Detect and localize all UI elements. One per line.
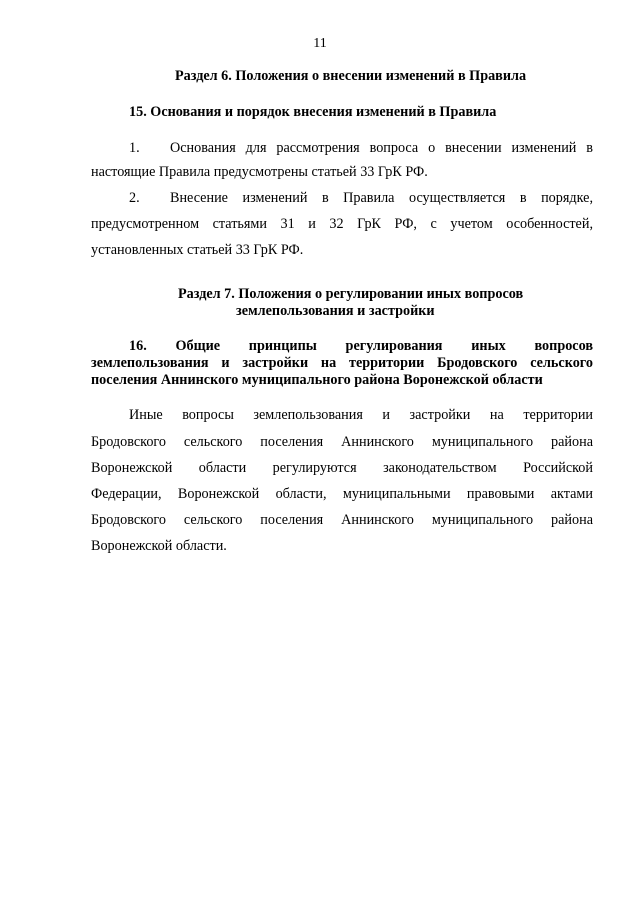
subsection-16-line-1: 16. Общие принципы регулирования иных вопросов: [129, 338, 593, 354]
section-7-title-line-2: землепользования и застройки: [236, 303, 435, 319]
section-6-title: Раздел 6. Положения о внесении изменений в Правила: [175, 68, 527, 84]
item-1-first-line: Основания для рассмотрения вопроса о внесении изменений в: [170, 140, 593, 156]
page-number: 11: [313, 36, 327, 51]
paragraph-line: Бродовского сельского поселения Аннинского муниципального района: [91, 434, 593, 450]
paragraph-line: Воронежской области регулируются законодательством Российской: [91, 460, 593, 476]
item-2-line: установленных статьей 33 ГрК РФ.: [91, 242, 304, 258]
subsection-16-line-2: землепользования и застройки на территории Бродовского сельского: [91, 355, 593, 371]
subsection-15-title: 15. Основания и порядок внесения изменений в Правила: [129, 104, 497, 120]
subsection-16-line-3: поселения Аннинского муниципального района Воронежской области: [91, 372, 543, 388]
item-1-number: 1.: [129, 140, 140, 156]
paragraph-line: Иные вопросы землепользования и застройки на территории: [129, 407, 593, 423]
item-2-first-line: Внесение изменений в Правила осуществляется в порядке,: [170, 190, 593, 206]
item-2-number: 2.: [129, 190, 140, 206]
item-1-line: настоящие Правила предусмотрены статьей 33 ГрК РФ.: [91, 164, 428, 180]
paragraph-line: Федерации, Воронежской области, муниципальными правовыми актами: [91, 486, 593, 502]
paragraph-line: Бродовского сельского поселения Аннинского муниципального района: [91, 512, 593, 528]
section-7-title-line-1: Раздел 7. Положения о регулировании иных вопросов: [178, 286, 524, 302]
item-2-line: предусмотренном статьями 31 и 32 ГрК РФ, с учетом особенностей,: [91, 216, 593, 232]
paragraph-line: Воронежской области.: [91, 538, 227, 554]
